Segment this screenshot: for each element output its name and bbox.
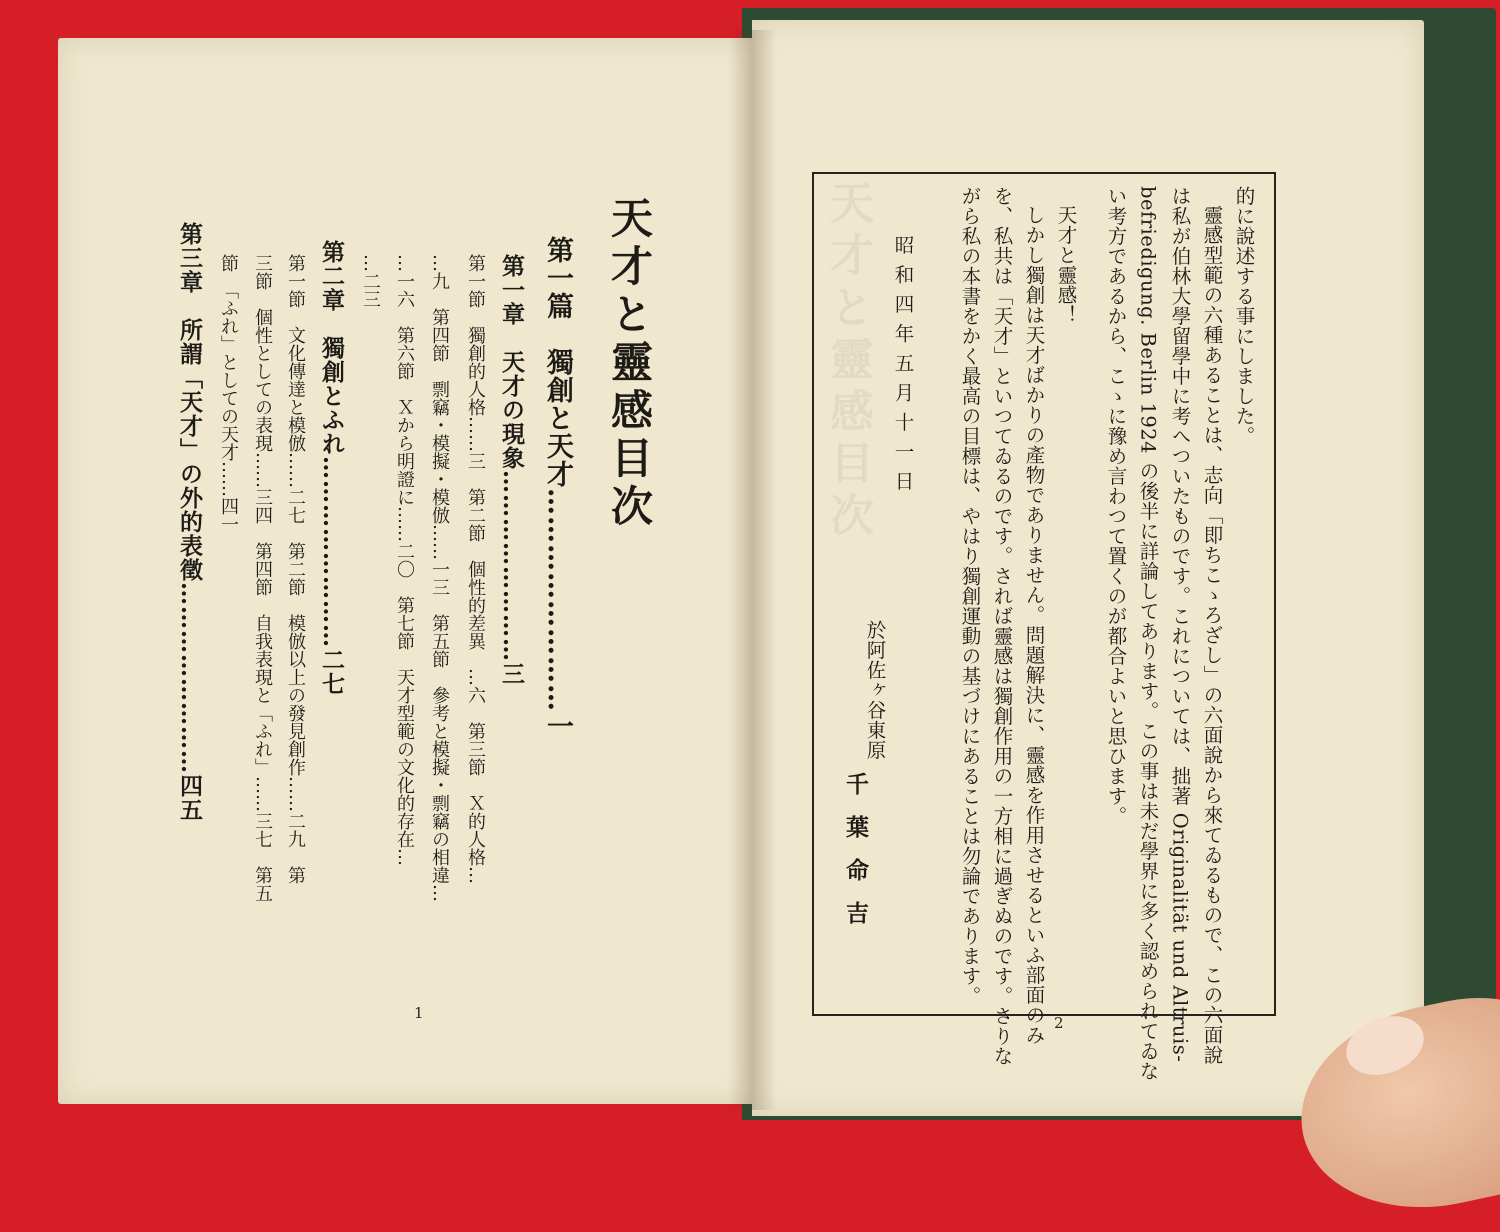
toc-line-7: 節 「ふれ」としての天才……四一 xyxy=(218,254,239,533)
toc-title: 天才と靈感目次 xyxy=(605,196,654,532)
preface-line-3: は私が伯林大學留學中に考へついたものです。これについては、拙著 Originalität und Altruis- xyxy=(1168,186,1192,1063)
preface-line-8: を、私共は「天才」といつてゐるのです。されば靈感は獨創作用の一方相に過ぎぬのです。さりな xyxy=(990,186,1014,1066)
preface-place: 於阿佐ヶ谷東原 xyxy=(863,620,887,760)
toc-chapter-3: 第三章 所謂「天才」の外的表徵……………………四五 xyxy=(176,222,203,822)
toc-line-6: 三節 個性としての表現……三四 第四節 自我表現と「ふれ」……三七 第五 xyxy=(252,254,273,902)
toc-line-4: …二三 xyxy=(360,254,381,308)
show-through-text: 天才と靈感目次 xyxy=(822,180,873,544)
preface-line-1: 的に說述する事にしました。 xyxy=(1232,186,1256,446)
preface-line-6: 天才と靈感！ xyxy=(1054,205,1078,325)
page-number-left: 1 xyxy=(414,1004,424,1022)
toc-line-1: 第一節 獨創的人格……三 第二節 個性的差異 …六 第三節 Ｘ的人格… xyxy=(465,254,486,884)
preface-line-4: befriedigung. Berlin 1924 の後半に詳論してあります。この事は未だ學界に多く認められてゐな xyxy=(1136,186,1160,1081)
preface-line-7: しかし獨創は天才ばかりの產物でありません。問題解決に、靈感を作用させるといふ部面のみ xyxy=(1022,205,1046,1045)
preface-line-2: 靈感型範の六種あることは、志向「即ちこゝろざし」の六面說から來てゐるもので、この六面說 xyxy=(1200,205,1224,1065)
toc-chapter-1: 第一章 天才の現象……………………三 xyxy=(498,254,525,686)
preface-author: 千葉命吉 xyxy=(842,772,869,944)
toc-line-3: …一六 第六節 Ｘから明證に……二〇 第七節 天才型範の文化的存在… xyxy=(394,254,415,866)
preface-line-5: い考方であるから、こゝに豫め言わつて置くのが都合よいと思ひます。 xyxy=(1104,186,1128,826)
preface-line-9: がら私の本書をかく最高の目標は、やはり獨創運動の基づけにあることは勿論であります。 xyxy=(958,186,982,1006)
preface-date: 昭和四年五月十一日 xyxy=(891,235,915,501)
book-gutter xyxy=(728,30,776,1110)
toc-line-5: 第一節 文化傳達と模倣……二七 第二節 模倣以上の發見創作……二九 第 xyxy=(285,254,306,884)
toc-part-1: 第一篇 獨創と天才……………………一 xyxy=(542,236,573,740)
toc-line-2: …九 第四節 剽竊・模擬・模倣……一三 第五節 參考と模擬・剽竊の相違… xyxy=(429,254,450,902)
toc-chapter-2: 第二章 獨創とふれ……………………二七 xyxy=(318,240,345,696)
page-number-right: 2 xyxy=(1054,1014,1064,1032)
